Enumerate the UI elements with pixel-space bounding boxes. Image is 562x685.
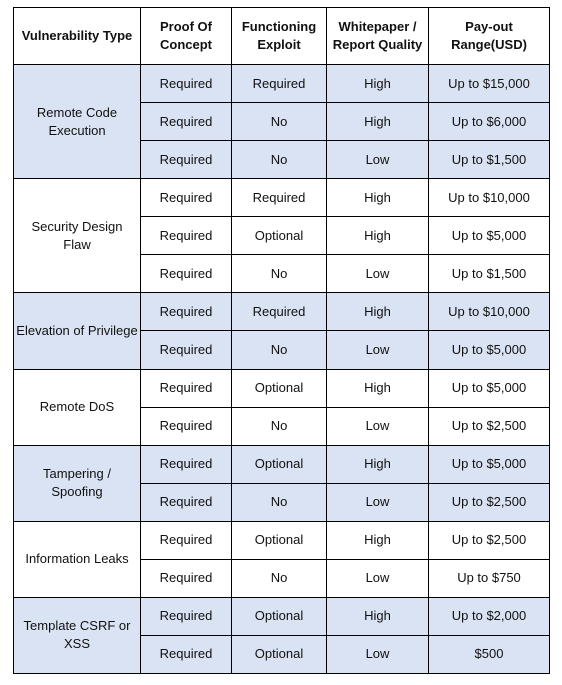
- functioning-exploit-cell: Optional: [232, 635, 327, 673]
- payout-range-cell: $500: [429, 635, 550, 673]
- proof-of-concept-cell: Required: [141, 369, 232, 407]
- report-quality-cell: Low: [327, 635, 429, 673]
- report-quality-cell: High: [327, 293, 429, 331]
- payout-range-cell: Up to $2,500: [429, 407, 550, 445]
- report-quality-cell: High: [327, 521, 429, 559]
- table-row: [14, 445, 550, 483]
- vulnerability-type-cell: Remote DoS: [14, 369, 141, 445]
- payout-range-cell: Up to $1,500: [429, 141, 550, 179]
- functioning-exploit-cell: Required: [232, 65, 327, 103]
- proof-of-concept-cell: Required: [141, 635, 232, 673]
- table-body: [14, 65, 550, 674]
- functioning-exploit-cell: Required: [232, 179, 327, 217]
- report-quality-cell: High: [327, 65, 429, 103]
- header-functioning-exploit: Functioning Exploit: [232, 8, 327, 65]
- vulnerability-type-cell: Security Design Flaw: [14, 179, 141, 293]
- table-row: [14, 521, 550, 559]
- proof-of-concept-cell: Required: [141, 521, 232, 559]
- functioning-exploit-cell: Required: [232, 293, 327, 331]
- functioning-exploit-cell: Optional: [232, 521, 327, 559]
- payout-range-cell: Up to $6,000: [429, 103, 550, 141]
- functioning-exploit-cell: No: [232, 255, 327, 293]
- report-quality-cell: High: [327, 179, 429, 217]
- report-quality-cell: High: [327, 217, 429, 255]
- proof-of-concept-cell: Required: [141, 597, 232, 635]
- functioning-exploit-cell: No: [232, 483, 327, 521]
- functioning-exploit-cell: No: [232, 559, 327, 597]
- vulnerability-type-cell: Remote Code Execution: [14, 65, 141, 179]
- header-report-quality: Whitepaper / Report Quality: [327, 8, 429, 65]
- functioning-exploit-cell: Optional: [232, 597, 327, 635]
- functioning-exploit-cell: Optional: [232, 445, 327, 483]
- report-quality-cell: Low: [327, 255, 429, 293]
- proof-of-concept-cell: Required: [141, 331, 232, 369]
- proof-of-concept-cell: Required: [141, 293, 232, 331]
- header-payout-range: Pay-out Range(USD): [429, 8, 550, 65]
- report-quality-cell: Low: [327, 559, 429, 597]
- payout-range-cell: Up to $2,000: [429, 597, 550, 635]
- payout-range-cell: Up to $5,000: [429, 331, 550, 369]
- vulnerability-type-cell: Template CSRF or XSS: [14, 597, 141, 673]
- payout-range-cell: Up to $2,500: [429, 521, 550, 559]
- functioning-exploit-cell: No: [232, 141, 327, 179]
- functioning-exploit-cell: Optional: [232, 369, 327, 407]
- payout-range-cell: Up to $10,000: [429, 179, 550, 217]
- header-proof-of-concept: Proof Of Concept: [141, 8, 232, 65]
- table-row: [14, 597, 550, 635]
- proof-of-concept-cell: Required: [141, 179, 232, 217]
- report-quality-cell: High: [327, 597, 429, 635]
- vulnerability-type-cell: Elevation of Privilege: [14, 293, 141, 369]
- header-row: [14, 8, 550, 65]
- header-vulnerability-type: Vulnerability Type: [14, 8, 141, 65]
- functioning-exploit-cell: Optional: [232, 217, 327, 255]
- report-quality-cell: Low: [327, 407, 429, 445]
- payout-range-cell: Up to $750: [429, 559, 550, 597]
- payout-range-cell: Up to $5,000: [429, 445, 550, 483]
- report-quality-cell: High: [327, 369, 429, 407]
- payout-range-cell: Up to $5,000: [429, 369, 550, 407]
- vulnerability-type-cell: Tampering / Spoofing: [14, 445, 141, 521]
- report-quality-cell: Low: [327, 483, 429, 521]
- functioning-exploit-cell: No: [232, 103, 327, 141]
- report-quality-cell: Low: [327, 331, 429, 369]
- bounty-table: [13, 7, 550, 674]
- proof-of-concept-cell: Required: [141, 483, 232, 521]
- payout-range-cell: Up to $15,000: [429, 65, 550, 103]
- report-quality-cell: Low: [327, 141, 429, 179]
- payout-range-cell: Up to $1,500: [429, 255, 550, 293]
- proof-of-concept-cell: Required: [141, 65, 232, 103]
- proof-of-concept-cell: Required: [141, 103, 232, 141]
- report-quality-cell: High: [327, 103, 429, 141]
- proof-of-concept-cell: Required: [141, 217, 232, 255]
- table-row: [14, 293, 550, 331]
- proof-of-concept-cell: Required: [141, 141, 232, 179]
- proof-of-concept-cell: Required: [141, 255, 232, 293]
- proof-of-concept-cell: Required: [141, 559, 232, 597]
- functioning-exploit-cell: No: [232, 407, 327, 445]
- payout-range-cell: Up to $5,000: [429, 217, 550, 255]
- functioning-exploit-cell: No: [232, 331, 327, 369]
- proof-of-concept-cell: Required: [141, 407, 232, 445]
- proof-of-concept-cell: Required: [141, 445, 232, 483]
- table-row: [14, 369, 550, 407]
- payout-range-cell: Up to $10,000: [429, 293, 550, 331]
- table-row: [14, 65, 550, 103]
- report-quality-cell: High: [327, 445, 429, 483]
- table-row: [14, 179, 550, 217]
- payout-range-cell: Up to $2,500: [429, 483, 550, 521]
- vulnerability-type-cell: Information Leaks: [14, 521, 141, 597]
